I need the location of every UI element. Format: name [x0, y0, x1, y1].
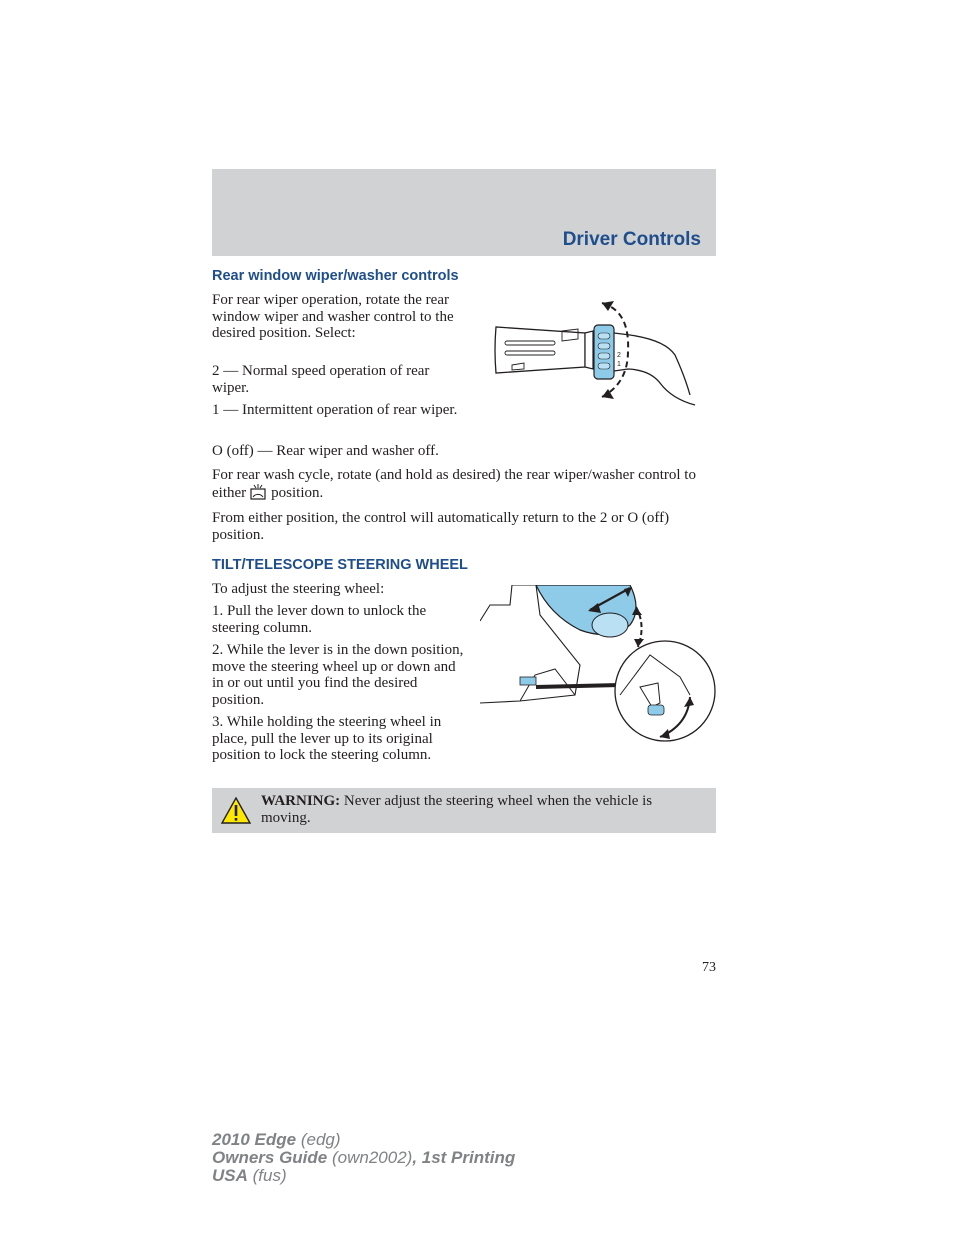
rear-wiper-intro: For rear wiper operation, rotate the rear window wiper and washer control to the desired position. Select:	[212, 292, 454, 341]
warning-message: Never adjust the steering wheel when the vehicle is moving.	[261, 793, 653, 826]
rear-wiper-return-note: From either position, the control will automatically return to the 2 or O (off) position.	[212, 510, 670, 543]
steering-step-2: 2. While the lever is in the down position, move the steering wheel up or down and in or out until you find the desired position.	[212, 642, 464, 708]
warning-text	[261, 793, 704, 826]
section-header-band	[212, 169, 716, 256]
warning-box	[212, 788, 716, 833]
steering-heading: TILT/TELESCOPE STEERING WHEEL	[212, 557, 468, 573]
footer-model-code: (edg)	[300, 1130, 341, 1149]
footer-guide: Owners Guide	[212, 1148, 328, 1167]
rear-washer-icon	[249, 484, 267, 505]
footer-printing: , 1st Printing	[412, 1148, 516, 1167]
footer-region-code: (fus)	[252, 1166, 287, 1185]
rear-wash-instruction	[212, 467, 716, 504]
rear-wiper-option-2: 2 — Normal speed operation of rear wiper.	[212, 363, 430, 396]
footer-guide-code: (own2002)	[331, 1148, 413, 1167]
rear-wash-text-start: For rear wash cycle, rotate (and hold as desired) the rear wiper/washer control to either	[212, 467, 696, 501]
warning-triangle-icon	[221, 797, 251, 829]
warning-label: WARNING:	[261, 793, 341, 809]
rear-wiper-heading: Rear window wiper/washer controls	[212, 268, 459, 284]
page-number: 73	[702, 960, 716, 975]
position-2-label: 2	[617, 352, 621, 359]
footer-model: 2010 Edge	[212, 1130, 297, 1149]
steering-wheel-illustration	[480, 585, 718, 750]
steering-step-3: 3. While holding the steering wheel in place, pull the lever up to its original position to lock the steering column.	[212, 714, 442, 763]
rear-wiper-option-1: 1 — Intermittent operation of rear wiper.	[212, 402, 458, 418]
footer-region: USA	[212, 1166, 248, 1185]
position-1-label: 1	[617, 361, 621, 368]
steering-intro: To adjust the steering wheel:	[212, 581, 385, 597]
rear-wiper-control-illustration	[490, 295, 705, 415]
steering-step-1: 1. Pull the lever down to unlock the steering column.	[212, 603, 427, 636]
rear-wiper-option-off: O (off) — Rear wiper and washer off.	[212, 443, 439, 459]
rear-wash-text-end: position.	[271, 484, 324, 501]
footer	[212, 1131, 515, 1185]
section-title: Driver Controls	[562, 229, 701, 250]
